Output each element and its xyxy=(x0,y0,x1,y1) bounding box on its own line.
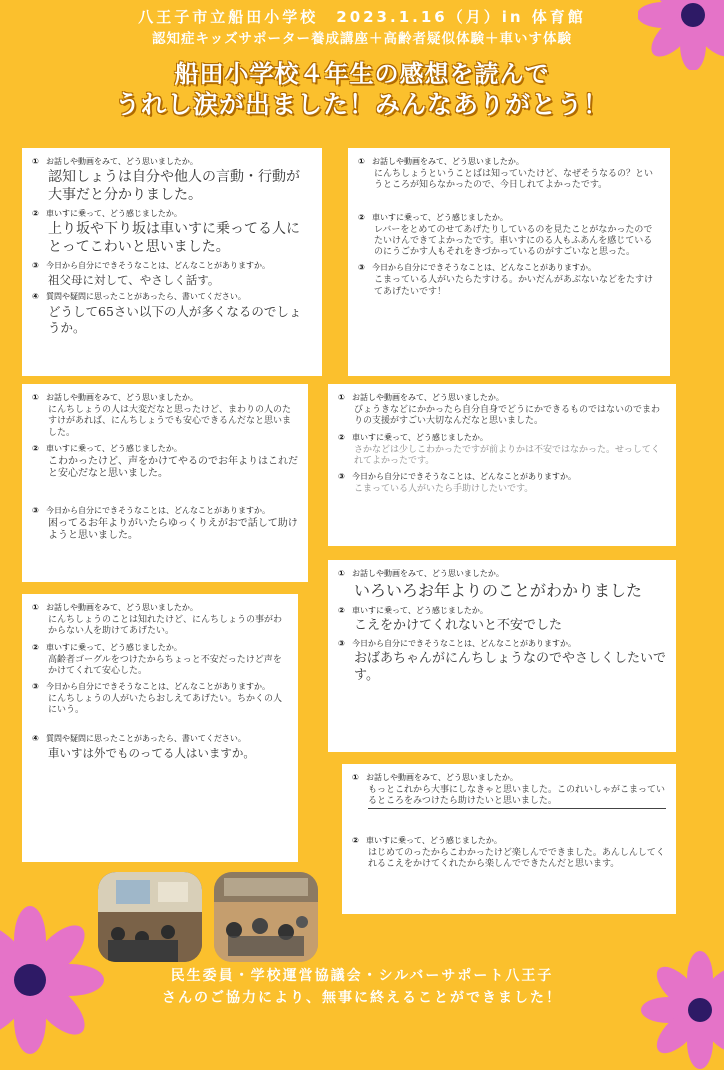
question-2-label: ② 車いすに乗って、どう感じましたか。 xyxy=(358,212,508,222)
answer-2: はじめてのったからこわかったけど楽しんでできました。あんしんしてくれるこえをかけてくれたから楽しんでできたんだと思います。 xyxy=(368,847,665,869)
footer-line-2: さんのご協力により、無事に終えることができました！ xyxy=(162,989,562,1006)
student-response-card-3 xyxy=(22,384,308,582)
event-photo-gymnasium xyxy=(214,872,318,962)
answer-2: さかなどは少しこわかったですが前よりかは不安ではなかった。せっしてくれてよかったです。 xyxy=(354,444,660,466)
answer-3: こまっている人がいたらたすける。かいだんがあぶないなどをたすけてあげたいです！ xyxy=(374,275,654,297)
question-1-label: ① お話しや動画をみて、どう思いましたか。 xyxy=(32,393,198,402)
question-4-label: ④ 質問や疑問に思ったことがあったら、書いてください。 xyxy=(32,292,246,302)
answer-2: レバーをとめてのせてあげたりしているのを見たことがなかったのでたいけんできてよかったです。車いすにのる人もふあんを感じているのにうごかす人もそれをきづかっているのがすごいなと思った。 xyxy=(374,224,653,257)
footer-thanks xyxy=(0,966,724,1009)
question-2-label: ② 車いすに乗って、どう感じましたか。 xyxy=(338,606,488,615)
question-2-label: ② 車いすに乗って、どう感じましたか。 xyxy=(338,432,488,442)
question-2-label: ② 車いすに乗って、どう感じましたか。 xyxy=(32,209,182,218)
answer-1: にんちしょうということばは知っていたけど、なぜそうなるの？というところが知らなかったので、今日しれてよかったです。 xyxy=(374,169,654,191)
event-photo-classroom xyxy=(98,872,202,962)
answer-3: こまっている人がいたら手助けしたいです。 xyxy=(354,484,534,494)
headline-line-2: うれし涙が出ました！みんなありがとう！ xyxy=(114,90,609,119)
question-1-label: ① お話しや動画をみて、どう思いましたか。 xyxy=(32,157,198,166)
question-2-label: ② 車いすに乗って、どう感じましたか。 xyxy=(32,642,182,652)
answer-2: こえをかけてくれないと不安でした xyxy=(354,618,563,633)
answer-3: 祖父母に対して、やさしく話す。 xyxy=(48,273,220,287)
answer-1: びょうきなどにかかったら自分自身でどうにかできるものではないのでまわりの支援がすごい大切なんだなと思いました。 xyxy=(354,405,661,427)
student-response-card-1 xyxy=(22,148,322,376)
question-1-label: ① お話しや動画をみて、どう思いましたか。 xyxy=(338,393,504,402)
answer-4: どうして65さい以下の人が多くなるのでしょうか。 xyxy=(48,304,302,335)
question-1-label: ① お話しや動画をみて、どう思いましたか。 xyxy=(352,773,518,782)
student-response-card-7 xyxy=(342,764,676,914)
student-response-card-5 xyxy=(22,594,298,862)
question-3-label: ③ 今日から自分にできそうなことは、どんなことがありますか。 xyxy=(32,261,270,270)
question-3-label: ③ 今日から自分にできそうなことは、どんなことがありますか。 xyxy=(338,639,576,649)
answer-1: いろいろお年よりのことがわかりました xyxy=(354,581,643,600)
footer-line-1: 民生委員・学校運営協議会・シルバーサポート八王子 xyxy=(170,968,554,984)
question-1-label: ① お話しや動画をみて、どう思いましたか。 xyxy=(338,569,504,578)
question-1-label: ① お話しや動画をみて、どう思いましたか。 xyxy=(358,157,524,166)
answer-3: 困ってるお年よりがいたらゆっくりえがおで話して助けようと思いました。 xyxy=(48,517,298,542)
question-3-label: ③ 今日から自分にできそうなことは、どんなことがありますか。 xyxy=(32,682,270,691)
headline-line-1: 船田小学校４年生の感想を読んで xyxy=(174,60,550,88)
answer-2: 高齢者ゴーグルをつけたからちょっと不安だったけど声をかけてくれて安心した。 xyxy=(48,654,282,676)
question-4-label: ④ 質問や疑問に思ったことがあったら、書いてください。 xyxy=(32,733,246,743)
question-3-label: ③ 今日から自分にできそうなことは、どんなことがありますか。 xyxy=(32,505,270,515)
answer-1: にんちしょうのことは知れたけど、にんちしょうの事がわからない人を助けてあげたい。 xyxy=(48,615,283,637)
student-response-card-4 xyxy=(328,384,676,546)
question-1-label: ① お話しや動画をみて、どう思いましたか。 xyxy=(32,603,198,612)
question-3-label: ③ 今日から自分にできそうなことは、どんなことがありますか。 xyxy=(338,472,576,481)
answer-1: 認知しょうは自分や他人の言動・行動が大事だと分かりました。 xyxy=(48,169,300,203)
answer-2: こわかったけど、声をかけてやるのでお年よりはこれだと安心だなと思いました。 xyxy=(48,455,298,480)
answer-3: にんちしょうの人がいたらおしえてあげたい。ちかくの人にいう。 xyxy=(48,694,283,716)
event-info-line: 八王子市立船田小学校 2023.1.16（月）in 体育館 xyxy=(138,8,586,26)
question-2-label: ② 車いすに乗って、どう感じましたか。 xyxy=(32,443,182,453)
answer-1: にんちしょうの人は大変だなと思ったけど、まわりの人のたすけがあれば、にんちしょうでも安心できるんだなと思いました。 xyxy=(48,405,292,438)
question-2-label: ② 車いすに乗って、どう感じましたか。 xyxy=(352,835,502,845)
student-response-card-2 xyxy=(348,148,670,376)
answer-2: 上り坂や下り坂は車いすに乗ってる人にとってこわいと思いました。 xyxy=(48,221,300,255)
question-3-label: ③ 今日から自分にできそうなことは、どんなことがありますか。 xyxy=(358,263,596,273)
student-response-card-6 xyxy=(328,560,676,752)
answer-1: もっとこれから大事にしなきゃと思いました。このれいしゃがこまっているところをみつけたら助けたいと思いました。 xyxy=(368,785,666,809)
answer-4: 車いすは外でものってる人はいますか。 xyxy=(48,745,255,760)
answer-3: おばあちゃんがにんちしょうなのでやさしくしたいです。 xyxy=(354,651,667,683)
event-program-line: 認知症キッズサポーター養成講座＋高齢者疑似体験＋車いす体験 xyxy=(152,31,572,47)
